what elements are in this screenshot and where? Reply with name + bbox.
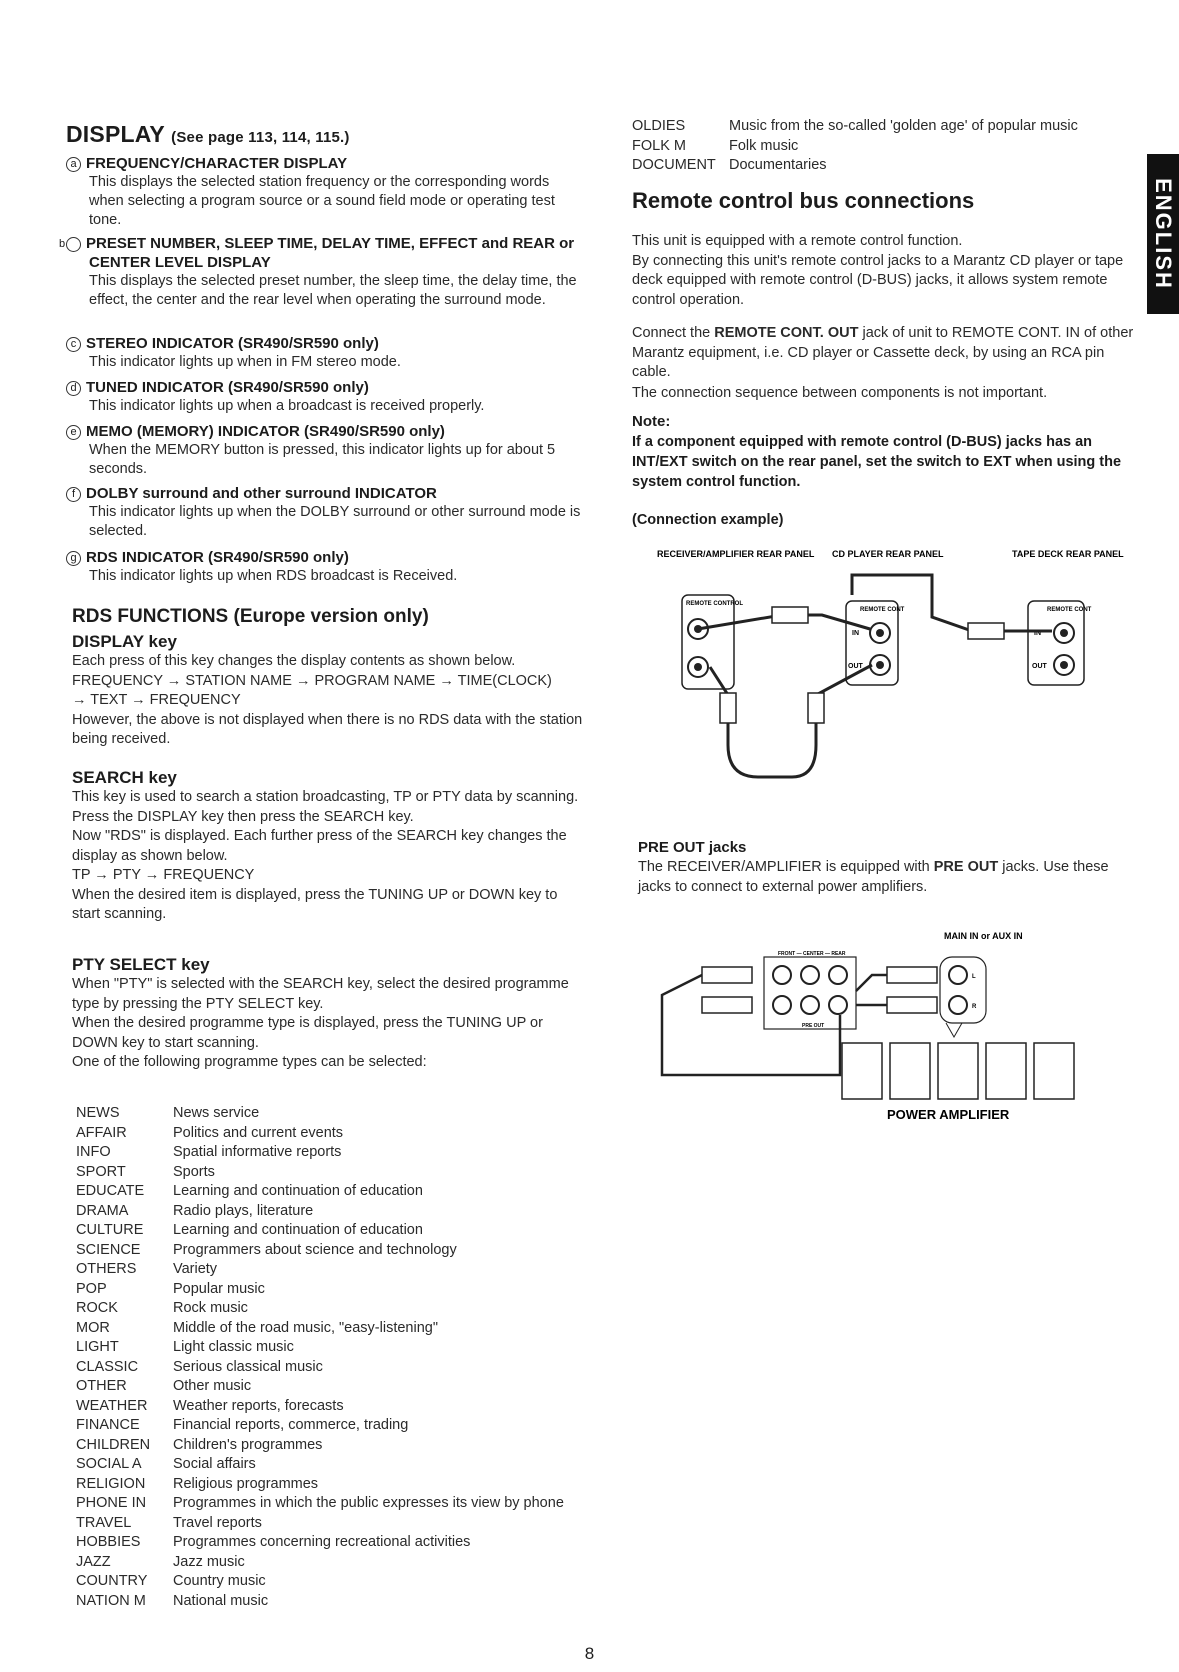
paragraph: However, the above is not displayed when there is no RDS data with the station being received.: [72, 711, 583, 747]
amplifier-icon: [986, 1043, 1026, 1099]
pty-row: [76, 1241, 584, 1261]
pty-row: [76, 1397, 584, 1417]
receiver-label: RECEIVER/AMPLIFIER REAR PANEL: [657, 549, 815, 559]
pty-meaning: Popular music: [173, 1280, 265, 1297]
remote-connect-text: [632, 324, 1142, 383]
amplifier-icon: [938, 1043, 978, 1099]
pty-code: OTHERS: [76, 1261, 137, 1277]
item-description: This displays the selected station frequency or the corresponding words when selecting a program source or a sound field mode or operating test tone.: [89, 174, 555, 228]
pty-row: [76, 1143, 584, 1163]
pty-row: [76, 1416, 584, 1436]
pty-code: NATION M: [76, 1592, 146, 1609]
right-channel-label: R: [972, 1004, 977, 1010]
pty-meaning: Sports: [173, 1163, 215, 1180]
rca-plug-icon: [702, 967, 752, 983]
pty-type-list: [76, 1104, 584, 1611]
preout-label: PRE OUT: [802, 1023, 825, 1029]
rca-plug-icon: [887, 967, 937, 983]
amplifier-icon: [1034, 1043, 1074, 1099]
jack-icon: [1060, 629, 1068, 637]
item-title: TUNED INDICATOR (SR490/SR590 only): [86, 379, 369, 396]
pty-meaning: Spatial informative reports: [173, 1144, 342, 1160]
text-bold: PRE OUT: [933, 859, 999, 875]
pty-code: FOLK M: [632, 137, 686, 154]
language-tab-label: ENGLISH: [1151, 178, 1176, 290]
pty-code: FINANCE: [76, 1417, 140, 1433]
item-description: This indicator lights up when a broadcast is received properly.: [89, 398, 485, 414]
rca-plug-icon: [968, 623, 1004, 639]
pty-row: [76, 1221, 584, 1241]
item-marker: a: [66, 157, 81, 172]
amplifier-icon: [842, 1043, 882, 1099]
page-number: 8: [584, 1644, 595, 1663]
pty-row: [76, 1202, 584, 1222]
pty-row: [76, 1182, 584, 1202]
pty-code: HOBBIES: [76, 1534, 141, 1550]
preout-diagram: [632, 925, 1142, 1155]
pty-code: OLDIES: [632, 118, 686, 134]
pty-meaning: Politics and current events: [173, 1124, 344, 1141]
pty-code: CLASSIC: [76, 1358, 139, 1375]
paragraph: Each press of this key changes the display contents as shown below.: [72, 653, 516, 669]
connection-example-label: (Connection example): [632, 512, 784, 528]
pty-meaning: Folk music: [729, 137, 799, 154]
preout-section: [638, 838, 1144, 897]
pty-code: DOCUMENT: [632, 157, 716, 173]
remote-heading: Remote control bus connections: [632, 188, 975, 213]
pty-meaning: Travel reports: [173, 1514, 262, 1531]
pty-row: [76, 1553, 584, 1573]
in-label: IN: [852, 630, 859, 637]
pty-code: NEWS: [76, 1105, 120, 1121]
pty-meaning: Children's programmes: [173, 1436, 323, 1453]
pty-row: [632, 156, 1144, 176]
pty-meaning: Variety: [173, 1261, 218, 1277]
item-marker: g: [66, 551, 81, 566]
pty-code: WEATHER: [76, 1397, 148, 1414]
pty-key-title: PTY SELECT key: [72, 955, 210, 974]
paragraph: When the desired item is displayed, press the TUNING UP or DOWN key to start scanning.: [72, 886, 558, 922]
pty-code: OTHER: [76, 1378, 127, 1394]
rca-plug-icon: [887, 997, 937, 1013]
paragraph: One of the following programme types can be selected:: [72, 1054, 427, 1070]
pty-meaning: National music: [173, 1592, 269, 1609]
pty-row: [76, 1436, 584, 1456]
search-key-section: [72, 768, 584, 925]
item-marker: b: [66, 237, 81, 252]
pty-code: INFO: [76, 1144, 111, 1160]
paragraph: Now "RDS" is displayed. Each further press of the SEARCH key changes the display as shown below.: [72, 828, 567, 864]
pty-meaning: Rock music: [173, 1300, 248, 1316]
pty-code: ROCK: [76, 1300, 118, 1316]
jack-icon: [876, 661, 884, 669]
pty-row: [76, 1299, 584, 1319]
pty-code: SPORT: [76, 1163, 126, 1180]
pty-code: COUNTRY: [76, 1573, 148, 1589]
display-title: DISPLAY: [66, 121, 165, 147]
language-tab: [1147, 154, 1179, 314]
item-title: RDS INDICATOR (SR490/SR590 only): [86, 549, 349, 566]
item-description: This indicator lights up when in FM stereo mode.: [89, 354, 401, 370]
pty-meaning: Social affairs: [173, 1456, 256, 1472]
pty-meaning: Weather reports, forecasts: [173, 1397, 344, 1414]
paragraph: This key is used to search a station broadcasting, TP or PTY data by scanning.: [72, 789, 579, 805]
pty-code: LIGHT: [76, 1339, 119, 1355]
pty-row: [76, 1124, 584, 1144]
pty-row: [76, 1514, 584, 1534]
pty-meaning: Serious classical music: [173, 1358, 323, 1375]
pty-code: SCIENCE: [76, 1241, 141, 1258]
pty-meaning: Music from the so-called 'golden age' of popular music: [729, 118, 1078, 134]
pty-row: [76, 1338, 584, 1358]
pty-code: JAZZ: [76, 1553, 111, 1570]
item-marker: f: [66, 487, 81, 502]
display-item: [66, 422, 584, 479]
pty-code: PHONE IN: [76, 1495, 147, 1511]
preout-title: PRE OUT jacks: [638, 839, 747, 856]
display-key-section: [72, 632, 584, 750]
item-title: PRESET NUMBER, SLEEP TIME, DELAY TIME, EFFECT and REAR or CENTER LEVEL DISPLAY: [86, 235, 575, 271]
item-title: DOLBY surround and other surround INDICATOR: [86, 485, 437, 502]
rca-plug-icon: [720, 693, 736, 723]
display-item: [58, 234, 584, 310]
pty-meaning: Religious programmes: [173, 1475, 319, 1492]
rca-plug-icon: [702, 997, 752, 1013]
jack-icon: [1060, 661, 1068, 669]
pty-row: [76, 1260, 584, 1280]
pty-type-list-continued: [632, 117, 1144, 176]
pty-meaning: Programmes concerning recreational activities: [173, 1534, 471, 1550]
pty-code: DRAMA: [76, 1202, 129, 1219]
pty-code: SOCIAL A: [76, 1456, 142, 1472]
display-item: [66, 484, 584, 541]
pty-code: RELIGION: [76, 1475, 146, 1492]
channels-label: FRONT — CENTER — REAR: [778, 951, 846, 957]
pty-meaning: Jazz music: [173, 1553, 245, 1570]
pty-code: TRAVEL: [76, 1514, 132, 1531]
pty-row: [76, 1280, 584, 1300]
amplifier-icon: [890, 1043, 930, 1099]
jack-icon: [773, 996, 791, 1014]
paragraph: The connection sequence between components is not important.: [632, 385, 1048, 401]
pty-meaning: Financial reports, commerce, trading: [173, 1417, 409, 1433]
pty-meaning: Country music: [173, 1573, 266, 1589]
pty-meaning: Programmes in which the public expresses its view by phone: [173, 1495, 564, 1511]
power-amplifier-label: POWER AMPLIFIER: [887, 1107, 1010, 1122]
pty-meaning: News service: [173, 1105, 260, 1121]
pty-row: [632, 137, 1144, 157]
item-title: MEMO (MEMORY) INDICATOR (SR490/SR590 only): [86, 423, 445, 440]
note-block: [632, 412, 1144, 492]
pty-meaning: Light classic music: [173, 1339, 294, 1355]
pty-row: [76, 1358, 584, 1378]
jack-icon: [829, 996, 847, 1014]
item-description: This indicator lights up when RDS broadcast is Received.: [89, 568, 458, 584]
main-in-label: MAIN IN or AUX IN: [944, 931, 1023, 941]
power-amplifier-icons: [842, 1043, 1074, 1099]
pty-meaning: Learning and continuation of education: [173, 1222, 423, 1238]
item-marker: d: [66, 381, 81, 396]
cd-player-label: CD PLAYER REAR PANEL: [832, 549, 944, 559]
remote-connection-diagram: [632, 545, 1142, 795]
out-label: OUT: [848, 663, 863, 670]
pty-row: [76, 1494, 584, 1514]
paragraph: TP → PTY → FREQUENCY: [72, 867, 255, 883]
jack-icon: [694, 663, 702, 671]
display-item: [66, 154, 584, 230]
jack-icon: [801, 966, 819, 984]
pty-meaning: Radio plays, literature: [173, 1202, 314, 1219]
pty-row: [76, 1592, 584, 1612]
display-heading: [66, 121, 350, 148]
paragraph: When "PTY" is selected with the SEARCH key, select the desired programme type by pressing the PTY SELECT key.: [72, 976, 569, 1012]
pty-code: EDUCATE: [76, 1183, 145, 1199]
rds-heading: RDS FUNCTIONS (Europe version only): [72, 606, 429, 627]
remote-cont-label: REMOTE CONT: [860, 607, 905, 613]
text-segment: The RECEIVER/AMPLIFIER is equipped with: [638, 859, 934, 875]
remote-control-label: REMOTE CONTROL: [686, 601, 743, 607]
pty-code: AFFAIR: [76, 1124, 127, 1141]
left-channel-label: L: [972, 974, 976, 980]
jack-icon: [949, 966, 967, 984]
pty-row: [76, 1572, 584, 1592]
pty-meaning: Other music: [173, 1378, 252, 1394]
jack-icon: [801, 996, 819, 1014]
item-title: STEREO INDICATOR (SR490/SR590 only): [86, 335, 379, 352]
cable-icon: [856, 975, 887, 991]
remote-intro: [632, 232, 1142, 310]
item-title: FREQUENCY/CHARACTER DISPLAY: [86, 155, 348, 172]
note-label: Note:: [632, 413, 671, 430]
pty-code: CULTURE: [76, 1222, 144, 1238]
pty-meaning: Learning and continuation of education: [173, 1183, 423, 1199]
pty-key-section: [72, 955, 584, 1073]
pointer-icon: [946, 1023, 962, 1037]
pty-code: POP: [76, 1280, 107, 1297]
paragraph: By connecting this unit's remote control jacks to a Marantz CD player or tape deck equipped with remote control (D-BUS) jacks, it allows system remote control operation.: [632, 252, 1124, 308]
jack-icon: [876, 629, 884, 637]
text-segment: jack of unit to REMOTE CONT. IN of other Marantz equipment, i.e. CD player or Cassette deck, by using an RCA pin cable.: [632, 325, 1134, 380]
display-item: [66, 334, 584, 372]
paragraph: When the desired programme type is displayed, press the TUNING UP or DOWN key to start scanning.: [72, 1015, 543, 1051]
receiver-panel: [682, 595, 734, 689]
search-key-title: SEARCH key: [72, 768, 177, 787]
display-item: [66, 548, 584, 586]
jack-icon: [829, 966, 847, 984]
text-segment: jacks. Use these jacks to connect to external power amplifiers.: [638, 859, 1109, 895]
remote-cont-label: REMOTE CONT: [1047, 607, 1092, 613]
rca-plug-icon: [772, 607, 808, 623]
pty-row: [76, 1475, 584, 1495]
paragraph: FREQUENCY → STATION NAME → PROGRAM NAME → TIME(CLOCK): [72, 672, 552, 689]
paragraph: → TEXT → FREQUENCY: [72, 692, 241, 708]
text-bold: REMOTE CONT. OUT: [714, 325, 859, 341]
item-marker: e: [66, 425, 81, 440]
display-item: [66, 378, 584, 416]
note-text: If a component equipped with remote control (D-BUS) jacks has an INT/EXT switch on the rear panel, set the switch to EXT when using the system control function.: [632, 434, 1122, 490]
pty-row: [76, 1104, 584, 1124]
item-marker: c: [66, 337, 81, 352]
in-label: IN: [1034, 630, 1041, 637]
rca-plug-icon: [808, 693, 824, 723]
item-description: This displays the selected preset number, the sleep time, the delay time, the effect, the center and the rear level when operating the surround mode.: [89, 273, 577, 308]
pty-row: [76, 1377, 584, 1397]
jack-icon: [949, 996, 967, 1014]
item-description: This indicator lights up when the DOLBY surround or other surround mode is selected.: [89, 504, 581, 539]
pty-code: CHILDREN: [76, 1436, 151, 1453]
pty-row: [76, 1319, 584, 1339]
pty-code: MOR: [76, 1319, 110, 1336]
out-label: OUT: [1032, 663, 1047, 670]
tape-deck-label: TAPE DECK REAR PANEL: [1012, 549, 1124, 559]
item-description: When the MEMORY button is pressed, this indicator lights up for about 5 seconds.: [89, 442, 556, 477]
text-segment: Connect the: [632, 325, 715, 341]
pty-row: [76, 1163, 584, 1183]
display-key-title: DISPLAY key: [72, 632, 177, 651]
pty-meaning: Programmers about science and technology: [173, 1241, 457, 1258]
paragraph: This unit is equipped with a remote control function.: [632, 233, 963, 249]
paragraph: Press the DISPLAY key then press the SEARCH key.: [72, 808, 414, 825]
jack-icon: [773, 966, 791, 984]
pty-row: [632, 117, 1144, 137]
display-subtitle: (See page 113, 114, 115.): [171, 129, 350, 146]
pty-row: [76, 1533, 584, 1553]
pty-row: [76, 1455, 584, 1475]
pty-meaning: Documentaries: [729, 157, 827, 173]
pty-meaning: Middle of the road music, "easy-listening": [173, 1319, 438, 1336]
